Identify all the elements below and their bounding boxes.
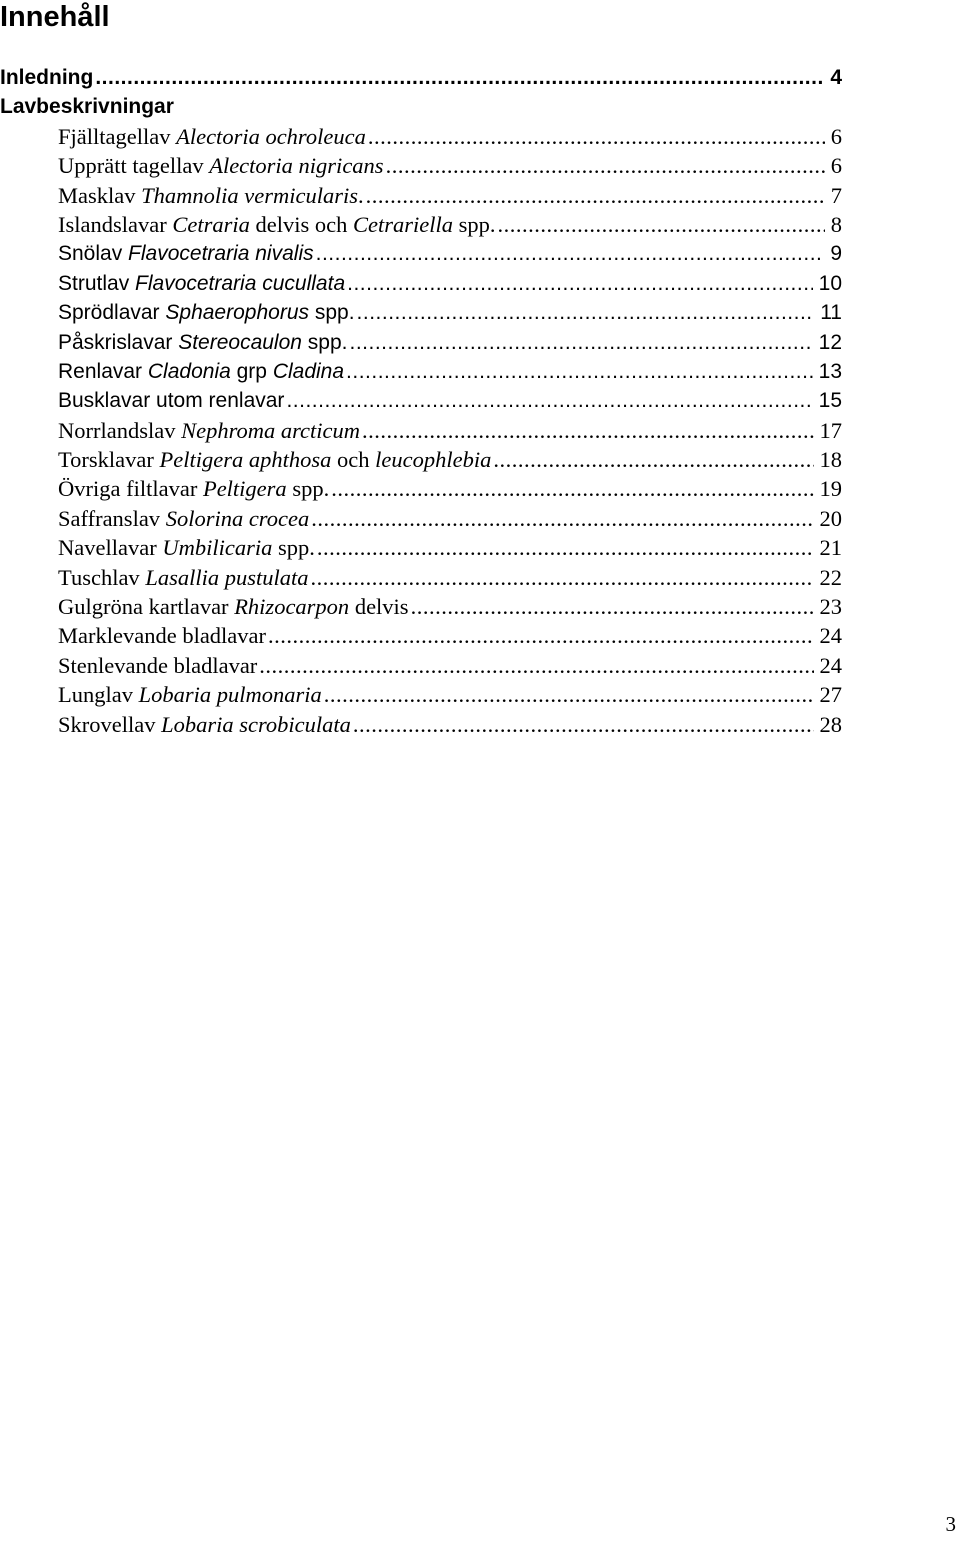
toc-entry-page: 9 [830,242,842,266]
toc-entry[interactable] [0,357,842,386]
toc-entry[interactable] [0,181,842,210]
toc-entry[interactable] [0,710,842,739]
toc-entry-text: Övriga filtlavar [58,476,203,502]
toc-entry-text: Masklav [58,182,142,208]
toc-entry-label [58,328,348,357]
toc-entry-page: 6 [830,153,842,179]
toc-entry-label [58,151,384,180]
toc-dot-leader [357,298,815,327]
toc-entry-label [58,533,315,562]
toc-entry-species-name: Cetraria [172,211,250,237]
toc-dot-leader [411,592,814,621]
toc-entry-label [58,416,360,445]
toc-entry[interactable] [0,210,842,239]
toc-entry-species-name: Flavocetraria nivalis [128,242,314,266]
toc-entry-text: Saffranslav [58,505,166,531]
toc-entry[interactable] [0,651,842,680]
toc-entry-label [58,651,257,680]
toc-entry[interactable] [0,680,842,709]
toc-entry[interactable] [0,563,842,592]
toc-entry-label [58,239,314,268]
toc-entry-page: 20 [819,505,842,531]
toc-entry-species-name: Peltigera aphthosa [159,447,332,473]
toc-entry-label [58,181,364,210]
toc-entry-label [0,63,93,92]
toc-entry-species-name: Cladina [272,359,345,383]
toc-entry-page: 24 [819,652,842,678]
toc-entry[interactable] [0,621,842,650]
toc-entry[interactable] [0,239,842,268]
toc-entry-page: 8 [830,211,842,237]
toc-entry-species-name: Lobaria scrobiculata [161,711,351,737]
toc-entry-species-name: Lobaria pulmonaria [138,682,322,708]
toc-entry-species-name: Thamnolia vermicularis [141,182,358,208]
toc-entry-text: Navellavar [58,535,163,561]
table-of-contents [0,63,842,739]
toc-entry-text: Tuschlav [58,564,146,590]
toc-entry-page: 11 [820,301,842,325]
toc-entry-label [58,710,351,739]
toc-entry-text: Strutlav [58,271,136,295]
toc-entry-text: och [331,447,376,473]
toc-entry-label [58,210,495,239]
toc-entry-label [58,357,344,386]
toc-entry-text: spp. [309,301,355,325]
toc-entry-text: spp. [452,211,496,237]
toc-entry-page: 22 [819,564,842,590]
toc-dot-leader [268,621,813,650]
toc-entry-text: Lavbeskrivningar [0,95,174,119]
toc-entry-label [58,563,308,592]
toc-entry-species-name: Flavocetraria cucullata [135,271,346,295]
toc-entry-page: 18 [819,447,842,473]
toc-entry-page: 19 [819,476,842,502]
toc-dot-leader [286,386,812,415]
toc-entry-text: Marklevande bladlavar [58,623,267,649]
toc-entry[interactable] [0,386,842,415]
toc-dot-leader [317,533,814,562]
toc-entry-page: 24 [819,623,842,649]
toc-dot-leader [316,239,825,268]
toc-entry-label [58,504,309,533]
toc-dot-leader [386,151,825,180]
toc-entry[interactable] [0,122,842,151]
page-number: 3 [945,1512,956,1536]
toc-entry[interactable] [0,63,842,92]
toc-entry-label [58,680,322,709]
toc-entry[interactable] [0,151,842,180]
toc-entry-page: 7 [830,182,842,208]
toc-entry-text: Lunglav [58,682,139,708]
toc-dot-leader [368,122,825,151]
toc-entry[interactable] [0,298,842,327]
toc-dot-leader [310,563,813,592]
toc-dot-leader [331,474,813,503]
toc-dot-leader [311,504,813,533]
toc-entry-species-name: Sphaerophorus [165,301,309,325]
page-title: Innehåll [0,1,110,33]
toc-entry-label [58,592,409,621]
toc-dot-leader [324,680,814,709]
toc-entry-text: delvis [349,594,409,620]
toc-entry-page: 4 [830,66,842,89]
toc-entry[interactable] [0,328,842,357]
toc-entry-page: 6 [830,123,842,149]
toc-entry[interactable] [0,533,842,562]
toc-entry-label [58,445,491,474]
toc-entry-label [58,122,366,151]
toc-dot-leader [95,63,824,92]
toc-entry-species-name: Peltigera [202,476,287,502]
toc-entry-species-name: Lasallia pustulata [145,564,309,590]
toc-entry-page: 10 [818,271,842,295]
toc-entry-page: 23 [819,594,842,620]
toc-entry-text: Skrovellav [58,711,162,737]
toc-dot-leader [346,357,813,386]
toc-entry-text: Inledning [0,66,94,89]
toc-entry-species-name: Stereocaulon [178,330,302,354]
toc-entry-species-name: Cladonia [147,359,231,383]
toc-entry[interactable] [0,445,842,474]
toc-entry-text: spp. [301,330,348,354]
toc-entry-text: Torsklavar [58,447,160,473]
toc-entry-species-name: Alectoria nigricans [209,153,384,179]
toc-entry-text: spp. [272,535,315,561]
toc-entry-page: 27 [819,682,842,708]
toc-entry-text: Renlavar [58,359,148,383]
toc-dot-leader [353,710,814,739]
toc-entry-label [58,269,345,298]
toc-entry-page: 17 [819,417,842,443]
toc-entry[interactable] [0,504,842,533]
toc-entry-text: Påskrislavar [58,330,179,354]
toc-dot-leader [347,269,813,298]
toc-entry-text: Snölav [58,242,129,266]
toc-entry-species-name: Alectoria ochroleuca [176,123,366,149]
toc-entry-text: delvis och [249,211,353,237]
toc-entry[interactable] [0,269,842,298]
toc-entry-page: 13 [818,359,842,383]
toc-entry-text: Gulgröna kartlavar [58,594,235,620]
toc-entry-text: Upprätt tagellav [58,153,210,179]
toc-dot-leader [493,445,813,474]
toc-entry-text: Stenlevande bladlavar [58,652,258,678]
toc-entry-species-name: leucophlebia [375,447,492,473]
toc-dot-leader [362,416,813,445]
toc-entry-text: Islandslavar [58,211,173,237]
toc-dot-leader [366,181,825,210]
toc-entry[interactable] [0,92,842,121]
toc-entry-page: 12 [818,330,842,354]
toc-entry-label [58,621,266,650]
toc-dot-leader [497,210,824,239]
toc-entry-species-name: Umbilicaria [162,535,273,561]
toc-entry-species-name: Cetrariella [352,211,453,237]
toc-entry-page: 28 [819,711,842,737]
toc-entry-text: spp. [286,476,330,502]
toc-entry-label [58,298,355,327]
toc-dot-leader [350,328,813,357]
toc-entry-text: Norrlandslav [58,417,182,443]
toc-entry[interactable] [0,592,842,621]
toc-entry-text: . [358,182,364,208]
toc-entry-label [0,92,174,121]
toc-entry-page: 21 [819,535,842,561]
toc-entry-text: Sprödlavar [58,301,166,325]
toc-entry[interactable] [0,474,842,503]
toc-entry-page: 15 [818,389,842,413]
toc-entry[interactable] [0,416,842,445]
toc-entry-label [58,474,329,503]
toc-entry-text: grp [230,359,273,383]
toc-entry-text: Fjälltagellav [58,123,177,149]
toc-entry-species-name: Solorina crocea [165,505,310,531]
toc-entry-species-name: Rhizocarpon [234,594,350,620]
toc-entry-label [58,386,284,415]
toc-entry-text: Busklavar utom renlavar [58,389,285,413]
toc-entry-species-name: Nephroma arcticum [181,417,361,443]
toc-dot-leader [259,651,813,680]
